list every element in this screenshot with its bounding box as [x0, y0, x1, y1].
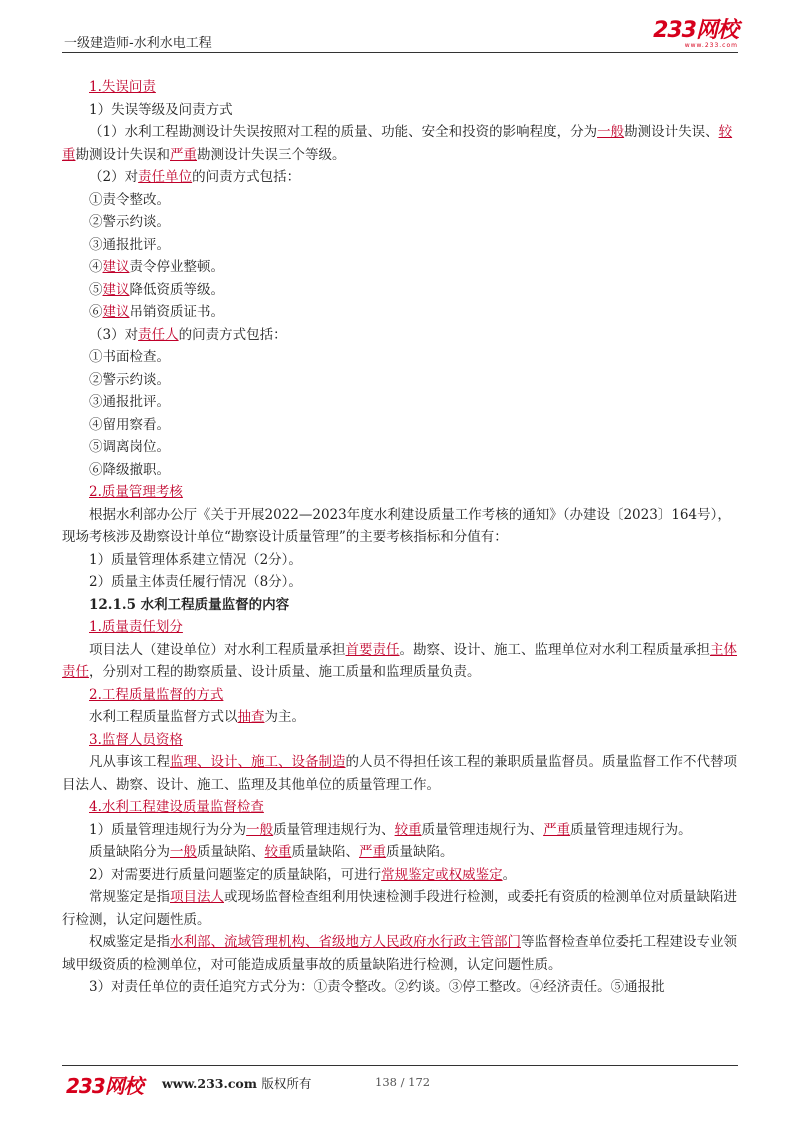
highlight: 一般 — [597, 124, 625, 140]
footer-site-url: www.233.com — [162, 1076, 257, 1091]
paragraph: 1）质量管理体系建立情况（2分）。 — [89, 551, 302, 568]
heading-responsibility: 1.质量责任划分 — [89, 619, 183, 635]
paragraph: （2）对责任单位的问责方式包括： — [89, 169, 301, 185]
paragraph: 1）质量管理违规行为分为一般质量管理违规行为、较重质量管理违规行为、严重质量管理违规行为。 — [89, 821, 692, 838]
highlight: 监理、设计、施工、设备制造 — [170, 754, 346, 770]
list-item: ⑥建议吊销资质证书。 — [89, 304, 224, 320]
list-item: ③通报批评。 — [89, 236, 170, 253]
list-item: ⑤建议降低资质等级。 — [89, 281, 224, 298]
paragraph: 质量缺陷分为一般质量缺陷、较重质量缺陷、严重质量缺陷。 — [89, 844, 454, 860]
heading-supervision-inspection: 4.水利工程建设质量监督检查 — [89, 799, 264, 815]
list-item: ③通报批评。 — [89, 394, 170, 410]
highlight: 责任单位 — [138, 169, 193, 185]
highlight: 建议 — [102, 304, 130, 320]
paragraph: 凡从事该工程监理、设计、施工、设备制造的人员不得担任该工程的兼职质量监督员。质量监督工作不代替项目法人、勘察、设计、施工、监理及其他单位的质量管理工作。 — [62, 754, 737, 793]
paragraph: 项目法人（建设单位）对水利工程质量承担首要责任。勘察、设计、施工、监理单位对水利工程质量承担主体责任，分别对工程的勘察质量、设计质量、施工质量和监理质量负责。 — [62, 641, 737, 680]
highlight: 严重 — [170, 146, 197, 163]
highlight: 主体责任 — [62, 641, 737, 680]
highlight: 抽查 — [237, 709, 265, 725]
heading-supervisor-qualification: 3.监督人员资格 — [89, 731, 183, 748]
highlight: 一般 — [170, 844, 197, 860]
list-item: ⑥降级撤职。 — [89, 461, 170, 478]
paragraph: 权威鉴定是指水利部、流域管理机构、省级地方人民政府水行政主管部门等监督检查单位委托工程建设专业领域甲级资质的检测单位，对可能造成质量事故的质量缺陷进行检测，认定问题性质。 — [62, 934, 737, 973]
paragraph: 1）失误等级及问责方式 — [89, 101, 233, 118]
highlight: 水利部、流域管理机构、省级地方人民政府水行政主管部门 — [170, 934, 521, 950]
heading-supervision-method: 2.工程质量监督的方式 — [89, 686, 224, 703]
paragraph: 水利工程质量监督方式以抽查为主。 — [89, 709, 305, 725]
highlight: 首要责任 — [345, 641, 400, 658]
heading-accountability: 1.失误问责 — [89, 79, 156, 95]
page-number: 138 / 172 — [375, 1075, 431, 1089]
paragraph: 根据水利部办公厅《关于开展2022—2023年度水利建设质量工作考核的通知》（办建设〔2023〕164号），现场考核涉及勘察设计单位“勘察设计质量管理”的主要考核指标和分值有： — [62, 506, 731, 545]
highlight: 较重 — [62, 124, 733, 163]
highlight: 严重 — [359, 844, 386, 860]
list-item: ⑤调离岗位。 — [89, 439, 170, 455]
list-item: ①责令整改。 — [89, 191, 170, 208]
footer-site — [162, 1074, 311, 1092]
list-item: ②警示约谈。 — [89, 214, 170, 230]
highlight: 一般 — [246, 821, 274, 838]
logo-text: 233网校 — [653, 18, 738, 43]
brand-logo — [653, 20, 738, 50]
highlight: 建议 — [102, 259, 130, 275]
highlight: 项目法人 — [170, 889, 224, 905]
logo-url: www.233.com — [684, 42, 738, 49]
paragraph: 3）对责任单位的责任追究方式分为：①责令整改。②约谈。③停工整改。④经济责任。⑤通报批 — [89, 979, 665, 995]
paragraph: 2）质量主体责任履行情况（8分）。 — [89, 574, 302, 590]
heading-quality-assessment: 2.质量管理考核 — [89, 484, 183, 500]
highlight: 建议 — [102, 281, 130, 298]
paragraph: （3）对责任人的问责方式包括： — [89, 326, 287, 343]
highlight: 严重 — [543, 821, 571, 838]
footer-logo: 233网校 — [66, 1074, 143, 1098]
paragraph: 常规鉴定是指项目法人或现场监督检查组利用快速检测手段进行检测，或委托有资质的检测单位对质量缺陷进行检测，认定问题性质。 — [62, 889, 737, 928]
list-item: ②警示约谈。 — [89, 371, 170, 388]
list-item: ①书面检查。 — [89, 349, 170, 365]
paragraph: （1）水利工程勘测设计失误按照对工程的质量、功能、安全和投资的影响程度，分为一般勘测设计失误、较重勘测设计失误和严重勘测设计失误三个等级。 — [62, 124, 733, 163]
list-item: ④建议责令停业整顿。 — [89, 259, 224, 275]
highlight: 常规鉴定或权威鉴定 — [381, 866, 503, 883]
section-heading: 12.1.5 水利工程质量监督的内容 — [89, 596, 290, 613]
page-footer — [62, 1065, 738, 1098]
paragraph: 2）对需要进行质量问题鉴定的质量缺陷，可进行常规鉴定或权威鉴定。 — [89, 866, 517, 883]
header-title: 一级建造师-水利水电工程 — [64, 36, 212, 51]
highlight: 较重 — [264, 844, 292, 860]
highlight: 较重 — [394, 821, 422, 838]
list-item: ④留用察看。 — [89, 416, 170, 433]
page-header — [62, 20, 738, 53]
footer-copyright: 版权所有 — [261, 1076, 312, 1091]
document-body — [62, 76, 738, 999]
highlight: 责任人 — [138, 326, 179, 343]
